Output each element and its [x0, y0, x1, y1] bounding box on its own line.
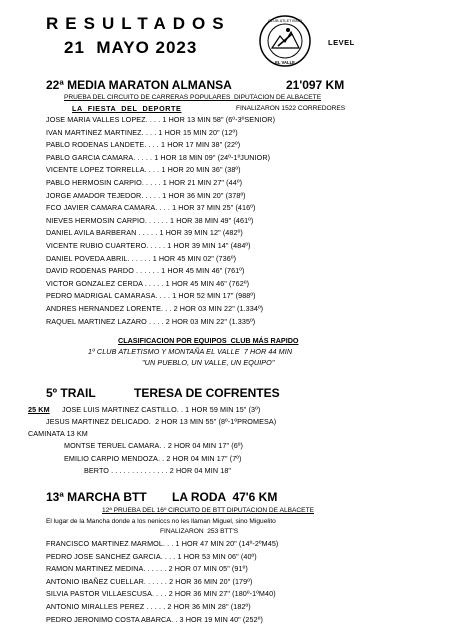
result-row: RAMON MARTINEZ MEDINA. . . . . . 2 HOR 07 MIN 05" (91º) [46, 564, 248, 574]
trail-row: JOSE LUIS MARTINEZ CASTILLO. . 1 HOR 59 MIN 15" (3º) [62, 405, 261, 414]
result-row: JOSE MARIA VALLES LOPEZ. . . . 1 HOR 13 MIN 58" (6º-3ºSENIOR) [46, 115, 276, 124]
result-row: SILVIA PASTOR VILLAESCUSA. . . . 2 HOR 36 MIN 27" (180º-1ºM40) [46, 589, 276, 599]
section1-heading-left: 22ª MEDIA MARATON ALMANSA [46, 78, 232, 92]
result-row: VICENTE LOPEZ TORRELLA. . . . 1 HOR 20 MIN 36" (38º) [46, 165, 241, 175]
club-logo-seal [258, 14, 312, 68]
result-row: PABLO HERMOSIN CARPIO. . . . . 1 HOR 21 MIN 27" (44º) [46, 178, 243, 187]
club-motto: "UN PUEBLO, UN VALLE, UN EQUIPO" [142, 358, 275, 367]
page-date: 21 MAYO 2023 [64, 38, 198, 57]
walk-distance: CAMINATA 13 KM [28, 429, 88, 438]
result-row: EMILIO CARPIO MENDOZA. . 2 HOR 04 MIN 17" (7º) [64, 453, 242, 463]
section3-quote: El lugar de la Mancha donde a los neniccs no les llaman Miguel, sino Miguelito [46, 518, 276, 525]
section3-heading-right: LA RODA 47'6 KM [172, 490, 278, 504]
result-row: BERTO . . . . . . . . . . . . . . 2 HOR 04 MIN 18" [84, 466, 232, 475]
result-row: PEDRO JERONIMO COSTA ABARCA. . 3 HOR 19 MIN 40" (252º) [46, 614, 263, 624]
result-row: ANDRES HERNANDEZ LORENTE. . . 2 HOR 03 MIN 22" (1.334º) [46, 304, 264, 313]
page-title: RESULTADOS [46, 14, 231, 33]
trail-distance: 25 KM [28, 405, 50, 414]
team-classification-heading: CLASIFICACION POR EQUIPOS CLUB MÁS RAPIDO [118, 336, 299, 345]
section3-heading-left: 13ª MARCHA BTT [46, 490, 147, 504]
section1-fiesta: LA FIESTA DEL DEPORTE [72, 104, 182, 113]
result-row: FCO JAVIER CAMARA CAMARA. . . . 1 HOR 37 MIN 25" (416º) [46, 203, 256, 213]
section3-subtitle: 12ª PRUEBA DEL 16º CIRCUITO DE BTT DIPUTACION DE ALBACETE [102, 507, 314, 514]
result-row: PEDRO JOSE SANCHEZ GARCIA. . . . 1 HOR 53 MIN 06" (40º) [46, 551, 257, 561]
result-row: DANIEL AVILA BARBERAN . . . . . 1 HOR 39 MIN 12" (482º) [46, 228, 243, 238]
result-row: PEDRO MADRIGAL CAMARASA. . . . 1 HOR 52 MIN 17" (988º) [46, 291, 256, 301]
result-row: JORGE AMADOR TEJEDOR. . . . . 1 HOR 36 MIN 20" (378º) [46, 190, 246, 200]
result-row: ANTONIO IBAÑEZ CUELLAR. . . . . . 2 HOR 36 MIN 20" (179º) [46, 576, 253, 586]
result-row: IVAN MARTINEZ MARTINEZ. . . . 1 HOR 15 MIN 20" (12º) [46, 127, 238, 137]
section1-subtitle: PRUEBA DEL CIRCUITO DE CARRERAS POPULARES DIPUTACION DE ALBACETE [64, 94, 322, 101]
section3-finishers: FINALIZARON 253 BTT'S [160, 528, 239, 535]
section2-heading-left: 5º TRAIL [46, 386, 96, 400]
result-row: FRANCISCO MARTINEZ MARMOL. . . 1 HOR 47 MIN 20" (14º-2ºM45) [46, 539, 279, 548]
result-row: NIEVES HERMOSIN CARPIO. . . . . . 1 HOR 38 MIN 49" (461º) [46, 215, 254, 225]
result-row: PABLO RODENAS LANDETE. . . . 1 HOR 17 MIN 38" (22º) [46, 140, 241, 150]
brand-logo: LEVEL [328, 38, 355, 47]
result-row: RAQUEL MARTINEZ LAZARO . . . . 2 HOR 03 MIN 22" (1.335º) [46, 316, 256, 326]
svg-text:EL VALLE: EL VALLE [275, 60, 295, 65]
section1-finishers: FINALIZARON 1522 CORREDORES [236, 105, 346, 112]
team-classification-result: 1º CLUB ATLETISMO Y MONTAÑA EL VALLE 7 HOR 44 MIN [88, 347, 293, 356]
section2-heading-right: TERESA DE COFRENTES [134, 386, 280, 400]
trail-row: JESUS MARTINEZ DELICADO. 2 HOR 13 MIN 55" (8º-1ºPROMESA) [46, 417, 277, 426]
result-row: VICENTE RUBIO CUARTERO. . . . . 1 HOR 39 MIN 14" (484º) [46, 241, 251, 250]
result-row: VICTOR GONZALEZ CERDA . . . . . 1 HOR 45 MIN 46" (762º) [46, 278, 250, 288]
svg-text:CLUB ATLETISMO: CLUB ATLETISMO [268, 18, 302, 23]
result-row: DAVID RODENAS PARDO . . . . . . 1 HOR 45 MIN 46" (761º) [46, 266, 245, 276]
result-row: ANTONIO MIRALLES PEREZ . . . . . 2 HOR 36 MIN 28" (182º) [46, 602, 251, 611]
result-row: PABLO GARCIA CAMARA. . . . . 1 HOR 18 MIN 09" (24º-1ºJUNIOR) [46, 152, 271, 162]
result-row: MONTSE TERUEL CAMARA. . 2 HOR 04 MIN 17" (6º) [64, 441, 244, 450]
result-row: DANIEL POVEDA ABRIL. . . . . . 1 HOR 45 MIN 02" (736º) [46, 253, 237, 263]
section1-heading-right: 21'097 KM [286, 78, 345, 92]
